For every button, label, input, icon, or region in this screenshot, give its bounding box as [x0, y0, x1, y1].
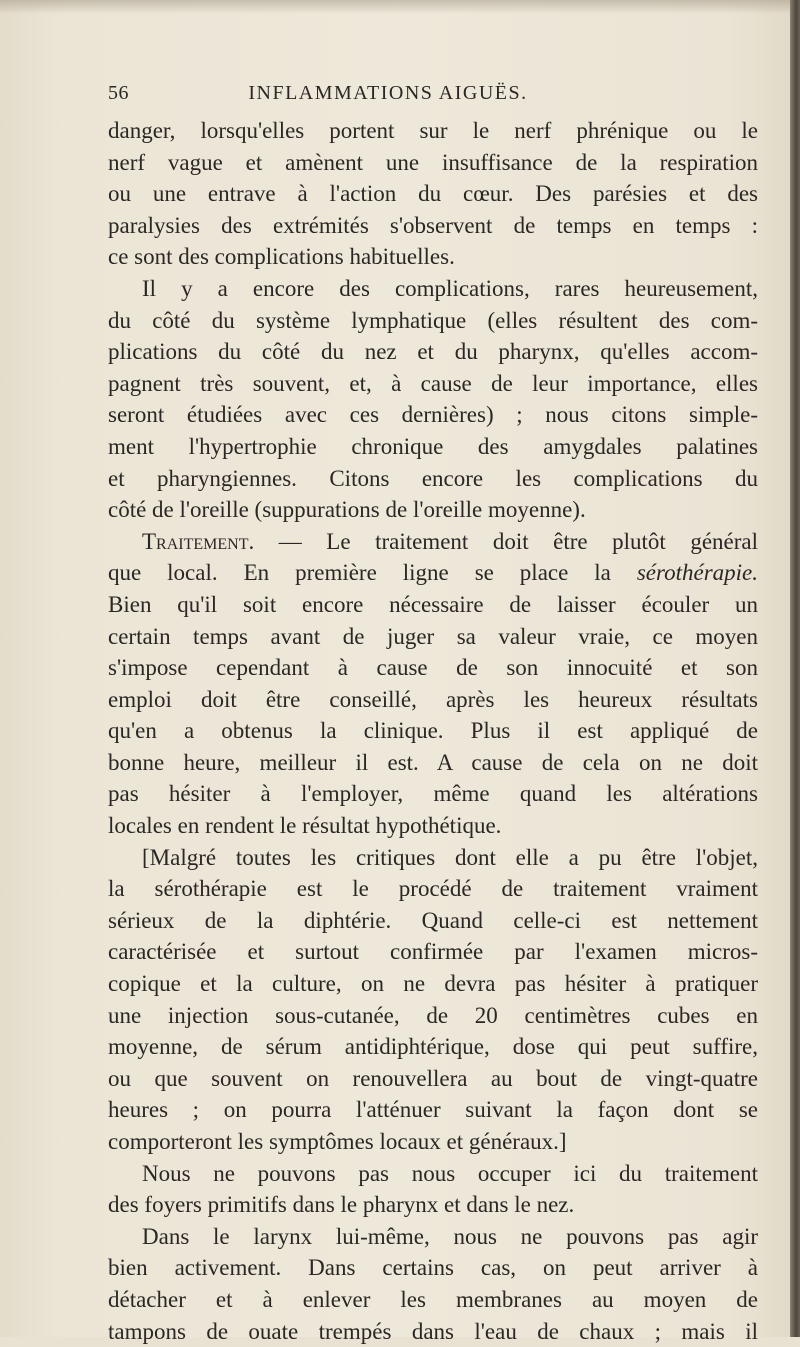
- text-line: Bien qu'il soit encore nécessaire de laisser écouler un: [108, 591, 758, 617]
- text-line: caractérisée et surtout confirmée par l'examen micros-: [108, 939, 758, 965]
- text-line: locales en rendent le résultat hypothétique.: [108, 813, 502, 839]
- text-line: nerf vague et amènent une insuffisance de la respiration: [108, 149, 758, 175]
- page-number: 56: [108, 82, 129, 104]
- page-top-shadow: [0, 0, 790, 14]
- text-line: du côté du système lymphatique (elles résultent des com-: [108, 307, 758, 333]
- text-line: pagnent très souvent, et, à cause de leur importance, elles: [108, 370, 758, 396]
- text-line-serotherapie: [108, 557, 758, 589]
- text-line-traitement: [108, 526, 758, 558]
- text-fragment: que local. En première ligne se place la: [108, 560, 637, 586]
- text-line: et pharyngiennes. Citons encore les complications du: [108, 465, 758, 491]
- text-line: ou que souvent on renouvellera au bout de vingt-quatre: [108, 1065, 758, 1091]
- text-line: tampons de ouate trempés dans l'eau de chaux ; mais il: [108, 1318, 758, 1344]
- text-line: la sérothérapie est le procédé de traitement vraiment: [108, 876, 758, 902]
- section-heading-traitement: Traitement.: [142, 528, 255, 554]
- page-header: [108, 82, 758, 112]
- text-line: sérieux de la diphtérie. Quand celle-ci est nettement: [108, 907, 758, 933]
- page-binding-edge: [790, 0, 800, 1337]
- text-line: heures ; on pourra l'atténuer suivant la façon dont se: [108, 1097, 758, 1123]
- text-line: qu'en a obtenus la clinique. Plus il est appliqué de: [108, 718, 758, 744]
- running-head: INFLAMMATIONS AIGUËS.: [248, 82, 528, 104]
- text-line: bien activement. Dans certains cas, on peut arriver à: [108, 1255, 758, 1281]
- text-line: Nous ne pouvons pas nous occuper ici du traitement: [142, 1160, 758, 1186]
- text-line: certain temps avant de juger sa valeur vraie, ce moyen: [108, 623, 758, 649]
- text-line: s'impose cependant à cause de son innocuité et son: [108, 655, 758, 681]
- text-line: copique et la culture, on ne devra pas hésiter à pratiquer: [108, 971, 758, 997]
- text-line: détacher et à enlever les membranes au moyen de: [108, 1286, 758, 1312]
- text-line: emploi doit être conseillé, après les heureux résultats: [108, 686, 758, 712]
- text-line: une injection sous-cutanée, de 20 centimètres cubes en: [108, 1002, 758, 1028]
- text-line: danger, lorsqu'elles portent sur le nerf phrénique ou le: [108, 118, 758, 143]
- text-fragment: — Le traitement doit être plutôt général: [254, 528, 758, 554]
- text-line: moyenne, de sérum antidiphtérique, dose qui peut suffire,: [108, 1034, 758, 1060]
- text-line: plications du côté du nez et du pharynx, qu'elles accom-: [108, 339, 758, 365]
- text-line: comporteront les symptômes locaux et généraux.]: [108, 1129, 567, 1154]
- text-line: côté de l'oreille (suppurations de l'oreille moyenne).: [108, 497, 586, 523]
- text-line: paralysies des extrémités s'observent de temps en temps :: [108, 212, 758, 238]
- text-line: ou une entrave à l'action du cœur. Des parésies et des: [108, 181, 758, 207]
- text-line: bonne heure, meilleur il est. A cause de cela on ne doit: [108, 749, 758, 775]
- text-line: [Malgré toutes les critiques dont elle a pu être l'objet,: [142, 844, 758, 870]
- text-line: pas hésiter à l'employer, même quand les altérations: [108, 781, 758, 807]
- body-text: [108, 115, 758, 1347]
- text-line: Dans le larynx lui-même, nous ne pouvons pas agir: [142, 1223, 758, 1249]
- emphasis-serotherapie: sérothérapie.: [636, 560, 758, 586]
- text-line: seront étudiées avec ces dernières) ; nous citons simple-: [108, 402, 758, 428]
- text-line: Il y a encore des complications, rares heureusement,: [142, 275, 758, 301]
- text-line: ment l'hypertrophie chronique des amygdales palatines: [108, 433, 758, 459]
- text-line: des foyers primitifs dans le pharynx et dans le nez.: [108, 1192, 575, 1218]
- text-line: ce sont des complications habituelles.: [108, 244, 455, 270]
